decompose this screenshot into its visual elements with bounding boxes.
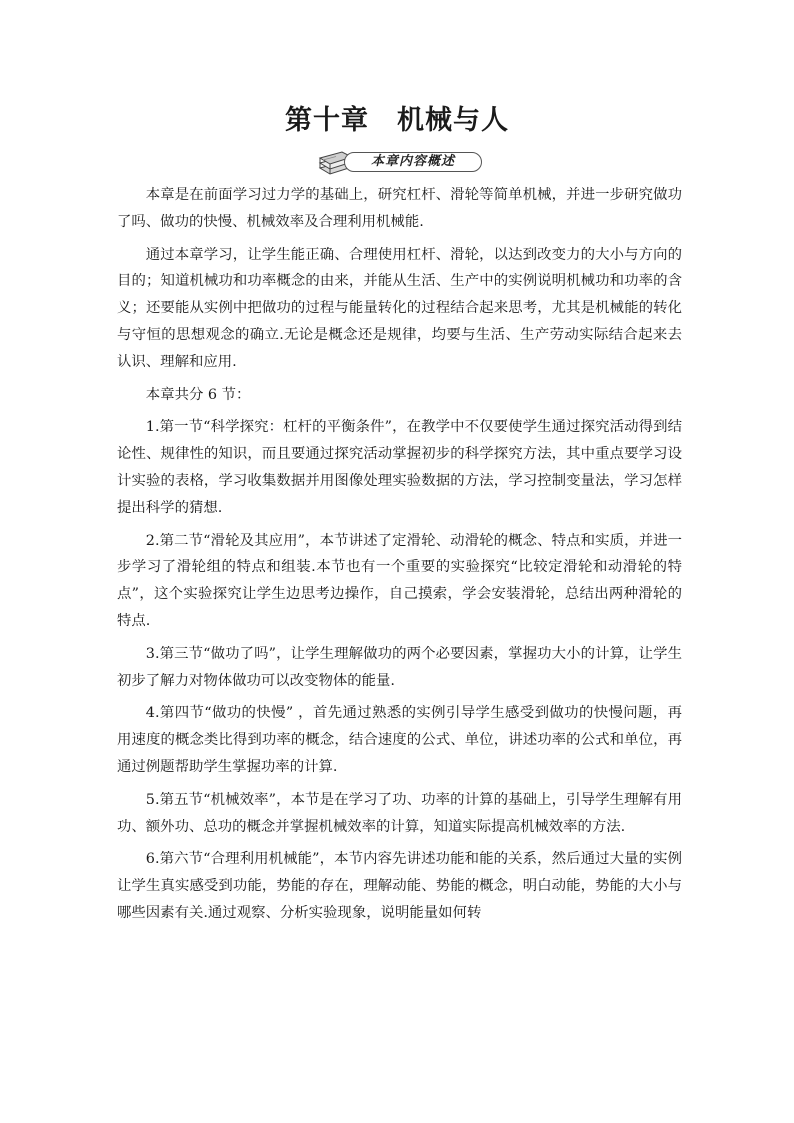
paragraph: 本章共分 6 节： bbox=[145, 386, 251, 403]
chapter-overview-label: 本章内容概述 bbox=[344, 152, 482, 172]
paragraph: 通过本章学习，让学生能正确、合理使用杠杆、滑轮，以达到改变力的大小与方向的目的；知道机械功和功率概念的由来，并能从生活、生产中的实例说明机械功和功率的含义；还要能从实例中把做功的过程与能量转化的过程结合起来思考，尤其是机械能的转化与守恒的思想观念的确立.无论是概念还是规律，均要与生活、生产劳动实际结合起来去认识、理解和应用. bbox=[117, 246, 682, 370]
chapter-title: 第十章 机械与人 bbox=[285, 105, 509, 136]
section-item: 4.第四节“做功的快慢” ，首先通过熟悉的实例引导学生感受到做功的快慢问题，再用速度的概念类比得到功率的概念，结合速度的公式、单位，讲述功率的公式和单位，再通过例题帮助学生掌握功率的计算. bbox=[117, 705, 682, 775]
section-item: 2.第二节“滑轮及其应用”，本节讲述了定滑轮、动滑轮的概念、特点和实质，并进一步学习了滑轮组的特点和组装.本节也有一个重要的实验探究“比较定滑轮和动滑轮的特点”，这个实验探究让学生边思考边操作，自己摸索，学会安装滑轮，总结出两种滑轮的特点. bbox=[117, 532, 682, 629]
chapter-overview-badge bbox=[316, 148, 484, 176]
section-item: 5.第五节“机械效率”，本节是在学习了功、功率的计算的基础上，引导学生理解有用功、额外功、总功的概念并掌握机械效率的计算，知道实际提高机械效率的方法. bbox=[117, 791, 682, 835]
overview-body bbox=[117, 182, 682, 933]
section-item: 1.第一节“科学探究：杠杆的平衡条件”，在教学中不仅要使学生通过探究活动得到结论性、规律性的知识，而且要通过探究活动掌握初步的科学探究方法，其中重点要学习设计实验的表格，学习收集数据并用图像处理实验数据的方法，学习控制变量法，学习怎样提出科学的猜想. bbox=[117, 419, 682, 516]
paragraph: 本章是在前面学习过力学的基础上，研究杠杆、滑轮等简单机械，并进一步研究做功了吗、做功的快慢、机械效率及合理利用机械能. bbox=[117, 187, 682, 230]
section-item: 6.第六节“合理利用机械能”，本节内容先讲述功能和能的关系，然后通过大量的实例让学生真实感受到功能，势能的存在，理解动能、势能的概念，明白动能，势能的大小与哪些因素有关.通过观察、分析实验现象，说明能量如何转 bbox=[117, 851, 682, 921]
section-item: 3.第三节“做功了吗”，让学生理解做功的两个必要因素，掌握功大小的计算，让学生初步了解力对物体做功可以改变物体的能量. bbox=[117, 645, 682, 689]
